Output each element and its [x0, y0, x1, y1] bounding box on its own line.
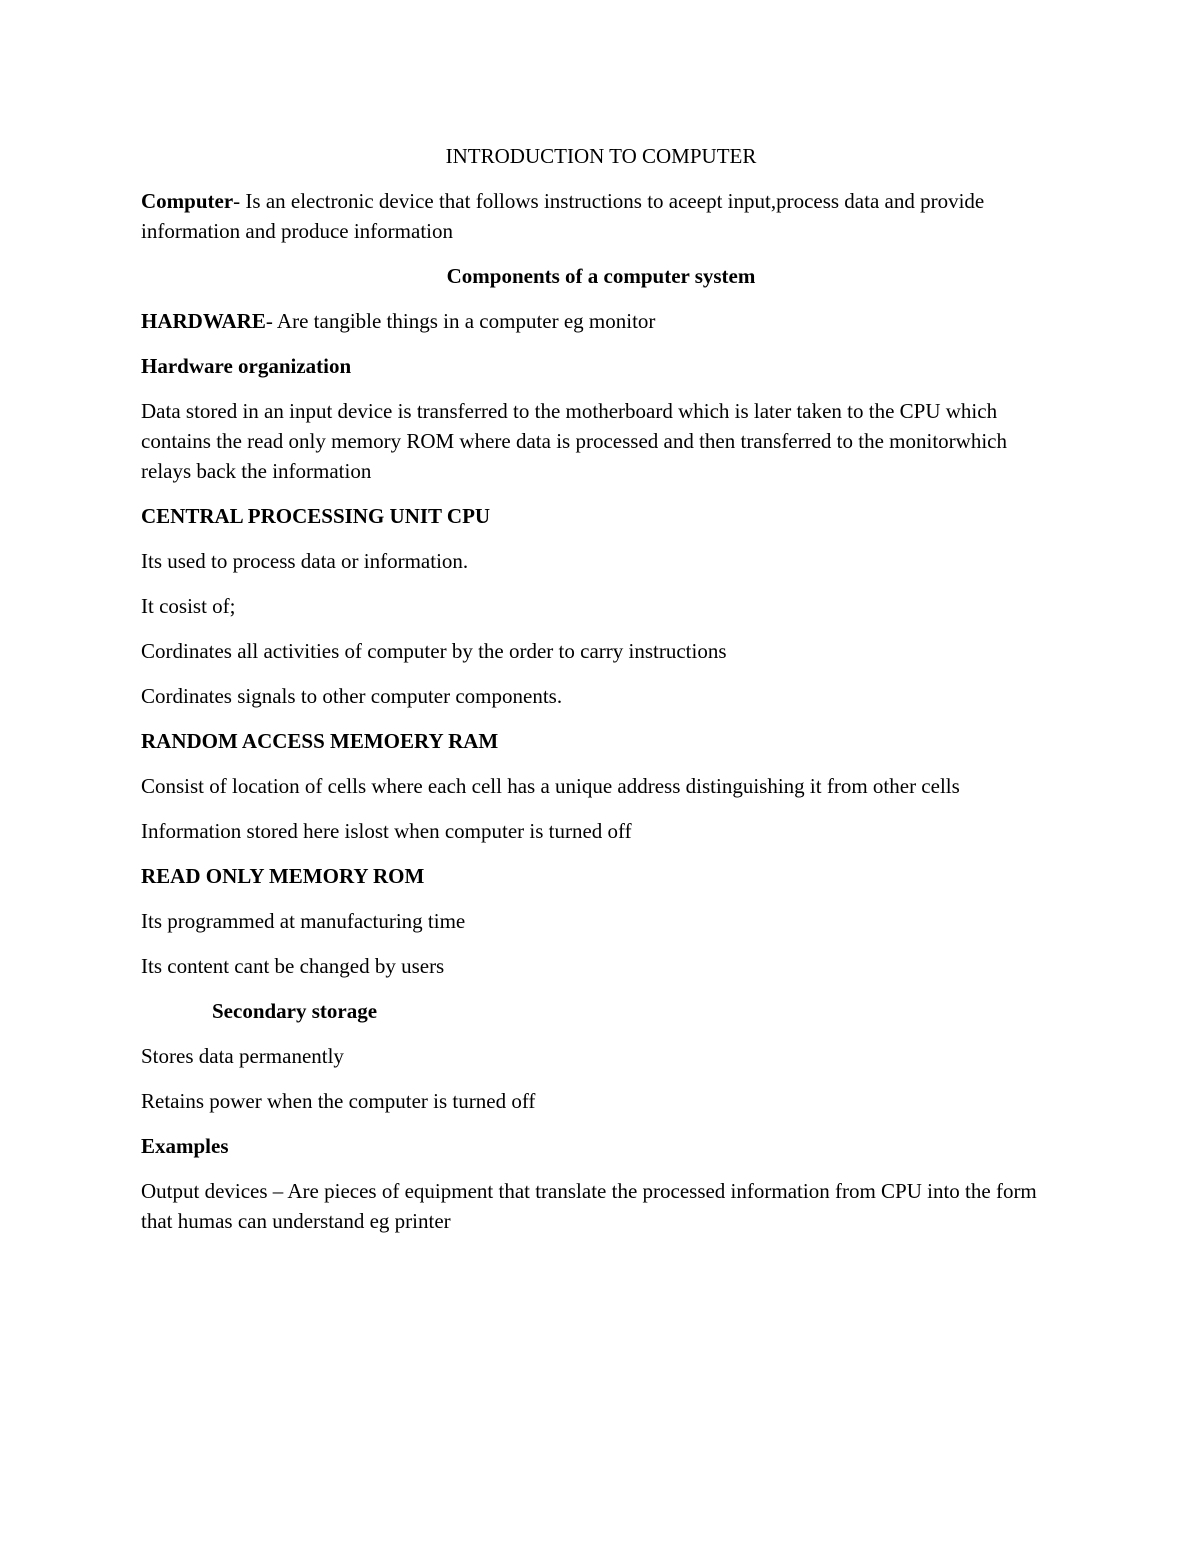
secondary-storage-heading: Secondary storage	[212, 999, 378, 1023]
components-heading: Components of a computer system	[446, 264, 756, 288]
ram-line: Consist of location of cells where each cell has a unique address distinguishing it from other cells	[141, 774, 960, 798]
hardware-term: HARDWARE	[141, 309, 266, 333]
cpu-line: Its used to process data or information.	[141, 549, 469, 573]
computer-definition	[141, 186, 1061, 246]
document-body	[141, 141, 1061, 1251]
cpu-line: Cordinates signals to other computer components.	[141, 684, 563, 708]
examples-heading: Examples	[141, 1134, 229, 1158]
computer-term: Computer	[141, 189, 234, 213]
hardware-definition-text: - Are tangible things in a computer eg monitor	[265, 309, 656, 333]
rom-heading: READ ONLY MEMORY ROM	[141, 864, 425, 888]
document-title: INTRODUCTION TO COMPUTER	[445, 144, 757, 168]
cpu-line: It cosist of;	[141, 594, 236, 618]
ram-line: Information stored here islost when computer is turned off	[141, 819, 632, 843]
rom-line: Its programmed at manufacturing time	[141, 909, 466, 933]
cpu-heading: CENTRAL PROCESSING UNIT CPU	[141, 504, 491, 528]
hardware-definition	[141, 306, 1061, 336]
computer-definition-text: - Is an electronic device that follows instructions to aceept input,process data and provide information and produce information	[141, 189, 985, 243]
output-devices-text: Output devices – Are pieces of equipment that translate the processed information from CPU into the form that humas can understand eg printer	[141, 1179, 1037, 1233]
cpu-line: Cordinates all activities of computer by the order to carry instructions	[141, 639, 727, 663]
hardware-organization-text: Data stored in an input device is transferred to the motherboard which is later taken to the CPU which contains the read only memory ROM where data is processed and then transferred to the monitorwhich relays back the information	[141, 399, 1007, 483]
secondary-storage-line: Retains power when the computer is turned off	[141, 1089, 536, 1113]
secondary-storage-line: Stores data permanently	[141, 1044, 344, 1068]
hardware-organization-heading: Hardware organization	[141, 354, 352, 378]
rom-line: Its content cant be changed by users	[141, 954, 445, 978]
ram-heading: RANDOM ACCESS MEMOERY RAM	[141, 729, 499, 753]
